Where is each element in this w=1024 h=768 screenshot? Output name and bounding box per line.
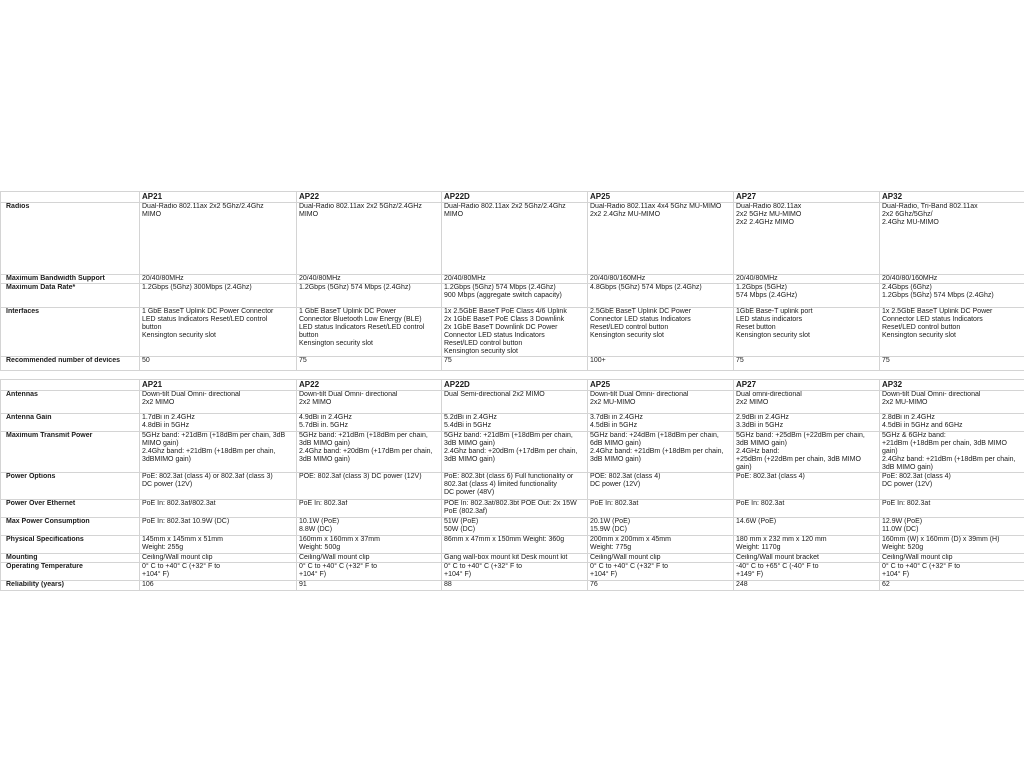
spec-cell-ap32: 2.8dBi in 2.4GHz 4.5dBi in 5GHz and 6GHz (880, 414, 1024, 432)
model-name-ap25: AP25 (588, 192, 734, 203)
spec-cell-ap21: PoE In: 802.3at 10.9W (DC) (140, 518, 297, 536)
section-gap-cell (297, 371, 442, 380)
spec-cell-ap22: Dual-Radio 802.11ax 2x2 5Ghz/2.4GHz MIMO (297, 203, 442, 275)
spec-row-label: Physical Specifications (1, 536, 140, 554)
spec-cell-ap21: 145mm x 145mm x 51mm Weight: 255g (140, 536, 297, 554)
spec-row-label: Mounting (1, 554, 140, 563)
spec-cell-ap21: 20/40/80MHz (140, 275, 297, 284)
spec-cell-ap22d: 5GHz band: +21dBm (+18dBm per chain, 3dB MIMO gain) 2.4Ghz band: +20dBm (+17dBm per chain, 3dB MIMO gain) (442, 432, 588, 473)
spec-cell-ap21: 50 (140, 357, 297, 371)
spec-cell-ap21: Ceiling/Wall mount clip (140, 554, 297, 563)
spec-cell-ap27: 248 (734, 581, 880, 591)
spec-cell-ap25: 2.5GbE BaseT Uplink DC Power Connector LED status Indicators Reset/LED control button Kensington security slot (588, 308, 734, 357)
spec-row (1, 357, 1024, 371)
spec-cell-ap22d: 75 (442, 357, 588, 371)
spec-cell-ap32: 5GHz & 6GHz band: +21dBm (+18dBm per chain, 3dB MIMO gain) 2.4Ghz band: +21dBm (+18dBm per chain, 3dB MIMO gain) (880, 432, 1024, 473)
spec-cell-ap22d: Dual-Radio 802.11ax 2x2 5Ghz/2.4Ghz MIMO (442, 203, 588, 275)
spec-cell-ap25: PoE In: 802.3at (588, 500, 734, 518)
spec-row (1, 432, 1024, 473)
spec-sheet (0, 191, 1024, 591)
spec-cell-ap27: 1.2Gbps (5GHz) 574 Mbps (2.4GHz) (734, 284, 880, 308)
spec-cell-ap22: 20/40/80MHz (297, 275, 442, 284)
section-gap-cell (734, 371, 880, 380)
spec-row-label: Interfaces (1, 308, 140, 357)
spec-cell-ap25: Ceiling/Wall mount clip (588, 554, 734, 563)
model-name-ap32: AP32 (880, 192, 1024, 203)
spec-cell-ap22: 5GHz band: +21dBm (+18dBm per chain, 3dB MIMO gain) 2.4Ghz band: +20dBm (+17dBm per chain, 3dB MIMO gain) (297, 432, 442, 473)
header-corner-cell (1, 380, 140, 391)
spec-row-label: Maximum Bandwidth Support (1, 275, 140, 284)
spec-row (1, 554, 1024, 563)
spec-cell-ap25: 3.7dBi in 2.4GHz 4.5dBi in 5GHz (588, 414, 734, 432)
spec-comparison-table (0, 191, 1024, 591)
model-header-row (1, 380, 1024, 391)
spec-cell-ap32: Dual-Radio, Tri-Band 802.11ax 2x2 6Ghz/5Ghz/ 2.4Ghz MU-MIMO (880, 203, 1024, 275)
spec-row-label: Power Over Ethernet (1, 500, 140, 518)
spec-row (1, 536, 1024, 554)
spec-cell-ap21: PoE: 802.3at (class 4) or 802.3af (class 3) DC power (12V) (140, 473, 297, 500)
spec-cell-ap22: 160mm x 160mm x 37mm Weight: 500g (297, 536, 442, 554)
spec-cell-ap32: Ceiling/Wall mount clip (880, 554, 1024, 563)
model-name-ap21: AP21 (140, 192, 297, 203)
spec-cell-ap21: 1 GbE BaseT Uplink DC Power Connector LED status Indicators Reset/LED control button Kensington security slot (140, 308, 297, 357)
spec-cell-ap22d: Dual Semi-directional 2x2 MIMO (442, 391, 588, 414)
spec-cell-ap32: Down-tilt Dual Omni- directional 2x2 MU-MIMO (880, 391, 1024, 414)
spec-cell-ap27: PoE In: 802.3at (734, 500, 880, 518)
spec-cell-ap27: 1GbE Base-T uplink port LED status indicators Reset button Kensington security slot (734, 308, 880, 357)
spec-row-label: Power Options (1, 473, 140, 500)
spec-cell-ap21: 1.7dBi in 2.4GHz 4.8dBi in 5GHz (140, 414, 297, 432)
model-name-ap32: AP32 (880, 380, 1024, 391)
spec-cell-ap22: 0° C to +40° C (+32° F to +104° F) (297, 563, 442, 581)
spec-row (1, 518, 1024, 536)
spec-cell-ap25: 20/40/80/160MHz (588, 275, 734, 284)
spec-row-label: Antenna Gain (1, 414, 140, 432)
spec-row (1, 391, 1024, 414)
spec-cell-ap25: POE: 802.3at (class 4) DC power (12V) (588, 473, 734, 500)
spec-cell-ap32: 75 (880, 357, 1024, 371)
spec-cell-ap22d: 88 (442, 581, 588, 591)
model-name-ap22: AP22 (297, 192, 442, 203)
spec-cell-ap22: Ceiling/Wall mount clip (297, 554, 442, 563)
spec-cell-ap25: 0° C to +40° C (+32° F to +104° F) (588, 563, 734, 581)
spec-row-label: Antennas (1, 391, 140, 414)
spec-row-label: Max Power Consumption (1, 518, 140, 536)
spec-cell-ap22: 1.2Gbps (5Ghz) 574 Mbps (2.4Ghz) (297, 284, 442, 308)
spec-row-label: Radios (1, 203, 140, 275)
spec-cell-ap22d: Gang wall-box mount kit Desk mount kit (442, 554, 588, 563)
model-header-row (1, 192, 1024, 203)
spec-cell-ap32: PoE: 802.3at (class 4) DC power (12V) (880, 473, 1024, 500)
section-gap-cell (140, 371, 297, 380)
model-name-ap22d: AP22D (442, 192, 588, 203)
spec-row-label: Maximum Data Rate* (1, 284, 140, 308)
section-gap-cell (442, 371, 588, 380)
spec-row-label: Operating Temperature (1, 563, 140, 581)
spec-row-label: Maximum Transmit Power (1, 432, 140, 473)
spec-row (1, 275, 1024, 284)
spec-cell-ap22: 1 GbE BaseT Uplink DC Power Connector Bluetooth Low Energy (BLE) LED status Indicators Reset/LED control button Kensington security slot (297, 308, 442, 357)
model-name-ap22: AP22 (297, 380, 442, 391)
spec-cell-ap32: 12.9W (PoE) 11.0W (DC) (880, 518, 1024, 536)
spec-cell-ap32: 62 (880, 581, 1024, 591)
spec-row (1, 500, 1024, 518)
spec-cell-ap25: 20.1W (PoE) 15.9W (DC) (588, 518, 734, 536)
spec-cell-ap27: 75 (734, 357, 880, 371)
spec-row (1, 581, 1024, 591)
spec-cell-ap21: Down-tilt Dual Omni- directional 2x2 MIMO (140, 391, 297, 414)
spec-cell-ap32: 0° C to +40° C (+32° F to +104° F) (880, 563, 1024, 581)
spec-cell-ap27: Dual-Radio 802.11ax 2x2 5GHz MU-MIMO 2x2 2.4GHz MIMO (734, 203, 880, 275)
spec-cell-ap21: 1.2Gbps (5Ghz) 300Mbps (2.4Ghz) (140, 284, 297, 308)
section-gap-cell (880, 371, 1024, 380)
spec-cell-ap22d: 1.2Gbps (5Ghz) 574 Mbps (2.4Ghz) 900 Mbps (aggregate switch capacity) (442, 284, 588, 308)
spec-cell-ap22d: 5.2dBi in 2.4GHz 5.4dBi in 5GHz (442, 414, 588, 432)
spec-cell-ap27: -40° C to +65° C (-40° F to +149° F) (734, 563, 880, 581)
spec-cell-ap22: POE: 802.3af (class 3) DC power (12V) (297, 473, 442, 500)
spec-cell-ap22d: 0° C to +40° C (+32° F to +104° F) (442, 563, 588, 581)
spec-cell-ap22: 10.1W (PoE) 8.8W (DC) (297, 518, 442, 536)
spec-cell-ap32: PoE In: 802.3at (880, 500, 1024, 518)
spec-cell-ap22: Down-tilt Dual Omni- directional 2x2 MIMO (297, 391, 442, 414)
spec-cell-ap22d: 51W (PoE) 50W (DC) (442, 518, 588, 536)
spec-cell-ap21: PoE In: 802.3af/802.3at (140, 500, 297, 518)
spec-cell-ap32: 1x 2.5GbE BaseT Uplink DC Power Connector LED status Indicators Reset/LED control button Kensington security slot (880, 308, 1024, 357)
spec-cell-ap27: Ceiling/Wall mount bracket (734, 554, 880, 563)
spec-cell-ap22: 75 (297, 357, 442, 371)
spec-cell-ap27: 14.6W (PoE) (734, 518, 880, 536)
model-name-ap27: AP27 (734, 380, 880, 391)
spec-cell-ap25: Down-tilt Dual Omni- directional 2x2 MU-MIMO (588, 391, 734, 414)
spec-row (1, 563, 1024, 581)
spec-cell-ap27: PoE: 802.3at (class 4) (734, 473, 880, 500)
spec-row (1, 473, 1024, 500)
spec-table-body (1, 192, 1024, 591)
section-gap-cell (1, 371, 140, 380)
spec-cell-ap25: Dual-Radio 802.11ax 4x4 5Ghz MU-MIMO 2x2 2.4Ghz MU-MIMO (588, 203, 734, 275)
spec-cell-ap27: 180 mm x 232 mm x 120 mm Weight: 1170g (734, 536, 880, 554)
spec-cell-ap27: 5GHz band: +25dBm (+22dBm per chain, 3dB MIMO gain) 2.4GHz band: +25dBm (+22dBm per chain, 3dB MIMO gain) (734, 432, 880, 473)
spec-cell-ap21: 106 (140, 581, 297, 591)
model-name-ap27: AP27 (734, 192, 880, 203)
spec-cell-ap21: Dual-Radio 802.11ax 2x2 5Ghz/2.4Ghz MIMO (140, 203, 297, 275)
spec-row (1, 414, 1024, 432)
spec-cell-ap22d: POE In: 802.3at/802.3bt POE Out: 2x 15W PoE (802.3af) (442, 500, 588, 518)
spec-cell-ap25: 4.8Gbps (5Ghz) 574 Mbps (2.4Ghz) (588, 284, 734, 308)
spec-cell-ap27: 2.9dBi in 2.4GHz 3.3dBi in 5GHz (734, 414, 880, 432)
spec-cell-ap22d: 20/40/80MHz (442, 275, 588, 284)
spec-row-label: Recommended number of devices (1, 357, 140, 371)
spec-cell-ap22: PoE In: 802.3af (297, 500, 442, 518)
section-gap-row (1, 371, 1024, 380)
section-gap-cell (588, 371, 734, 380)
spec-cell-ap25: 200mm x 200mm x 45mm Weight: 775g (588, 536, 734, 554)
header-corner-cell (1, 192, 140, 203)
model-name-ap21: AP21 (140, 380, 297, 391)
spec-cell-ap32: 160mm (W) x 160mm (D) x 39mm (H) Weight: 520g (880, 536, 1024, 554)
spec-row (1, 308, 1024, 357)
model-name-ap25: AP25 (588, 380, 734, 391)
spec-row (1, 203, 1024, 275)
spec-cell-ap22: 4.9dBi in 2.4GHz 5.7dBi in. 5GHz (297, 414, 442, 432)
spec-cell-ap25: 100+ (588, 357, 734, 371)
spec-cell-ap22d: 86mm x 47mm x 150mm Weight: 360g (442, 536, 588, 554)
spec-cell-ap32: 20/40/80/160MHz (880, 275, 1024, 284)
model-name-ap22d: AP22D (442, 380, 588, 391)
spec-cell-ap22: 91 (297, 581, 442, 591)
spec-cell-ap21: 5GHz band: +21dBm (+18dBm per chain, 3dB MIMO gain) 2.4Ghz band: +21dBm (+18dBm per chain, 3dBMIMO gain) (140, 432, 297, 473)
spec-cell-ap27: 20/40/80MHz (734, 275, 880, 284)
spec-cell-ap22d: PoE: 802.3bt (class 6) Full functionality or 802.3at (class 4) limited functionality DC power (48V) (442, 473, 588, 500)
spec-row (1, 284, 1024, 308)
spec-cell-ap32: 2.4Gbps (6Ghz) 1.2Gbps (5Ghz) 574 Mbps (2.4Ghz) (880, 284, 1024, 308)
spec-row-label: Reliability (years) (1, 581, 140, 591)
spec-cell-ap27: Dual omni-directional 2x2 MIMO (734, 391, 880, 414)
spec-cell-ap25: 76 (588, 581, 734, 591)
spec-cell-ap25: 5GHz band: +24dBm (+18dBm per chain, 6dB MIMO gain) 2.4Ghz band: +21dBm (+18dBm per chain, 3dB MIMO gain) (588, 432, 734, 473)
spec-cell-ap22d: 1x 2.5GbE BaseT PoE Class 4/6 Uplink 2x 1GbE BaseT PoE Class 3 Downlink 2x 1GbE BaseT Downlink DC Power Connector LED status Indicators Reset/LED control button Kensington security slot (442, 308, 588, 357)
spec-cell-ap21: 0° C to +40° C (+32° F to +104° F) (140, 563, 297, 581)
